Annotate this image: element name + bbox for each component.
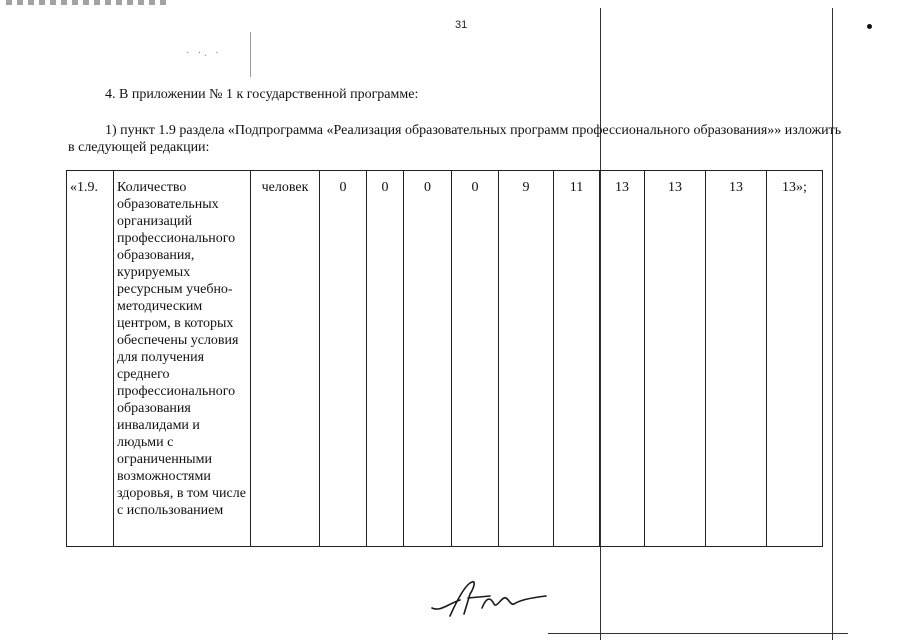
scan-artifact-top — [6, 0, 166, 5]
signature-line — [548, 633, 848, 634]
page-number: 31 — [455, 19, 468, 31]
faint-stamp-mark: · ·. · — [186, 48, 222, 59]
value-cell: 0 — [320, 171, 367, 547]
value-cell: 0 — [367, 171, 404, 547]
paragraph-item-1: 1) пункт 1.9 раздела «Подпрограмма «Реализация образовательных программ профессионального образования»» изложить в следующей редакции: — [68, 123, 842, 155]
indicator-name-cell: Количество образовательных организаций профессионального образования, курируемых ресурсным учебно-методическим центром, в которых обеспечены условия для получения среднего профессионального образования инвалидами и людьми с ограниченными возможностями здоровья, в том числе с использованием — [114, 171, 251, 547]
value-cell: 13 — [706, 171, 767, 547]
value-cell: 13 — [645, 171, 706, 547]
row-number-cell: «1.9. — [67, 171, 114, 547]
value-cell: 13»; — [767, 171, 823, 547]
value-cell: 11 — [554, 171, 600, 547]
scan-fold-line — [250, 32, 251, 77]
value-cell: 0 — [452, 171, 499, 547]
signature-mark — [430, 578, 550, 618]
indicator-table — [66, 170, 823, 547]
value-cell: 13 — [600, 171, 645, 547]
paragraph-item-4: 4. В приложении № 1 к государственной программе: — [105, 87, 419, 102]
value-cell: 0 — [404, 171, 452, 547]
table-row — [67, 171, 823, 547]
value-cell: 9 — [499, 171, 554, 547]
scan-dot — [867, 24, 872, 29]
unit-cell: человек — [251, 171, 320, 547]
